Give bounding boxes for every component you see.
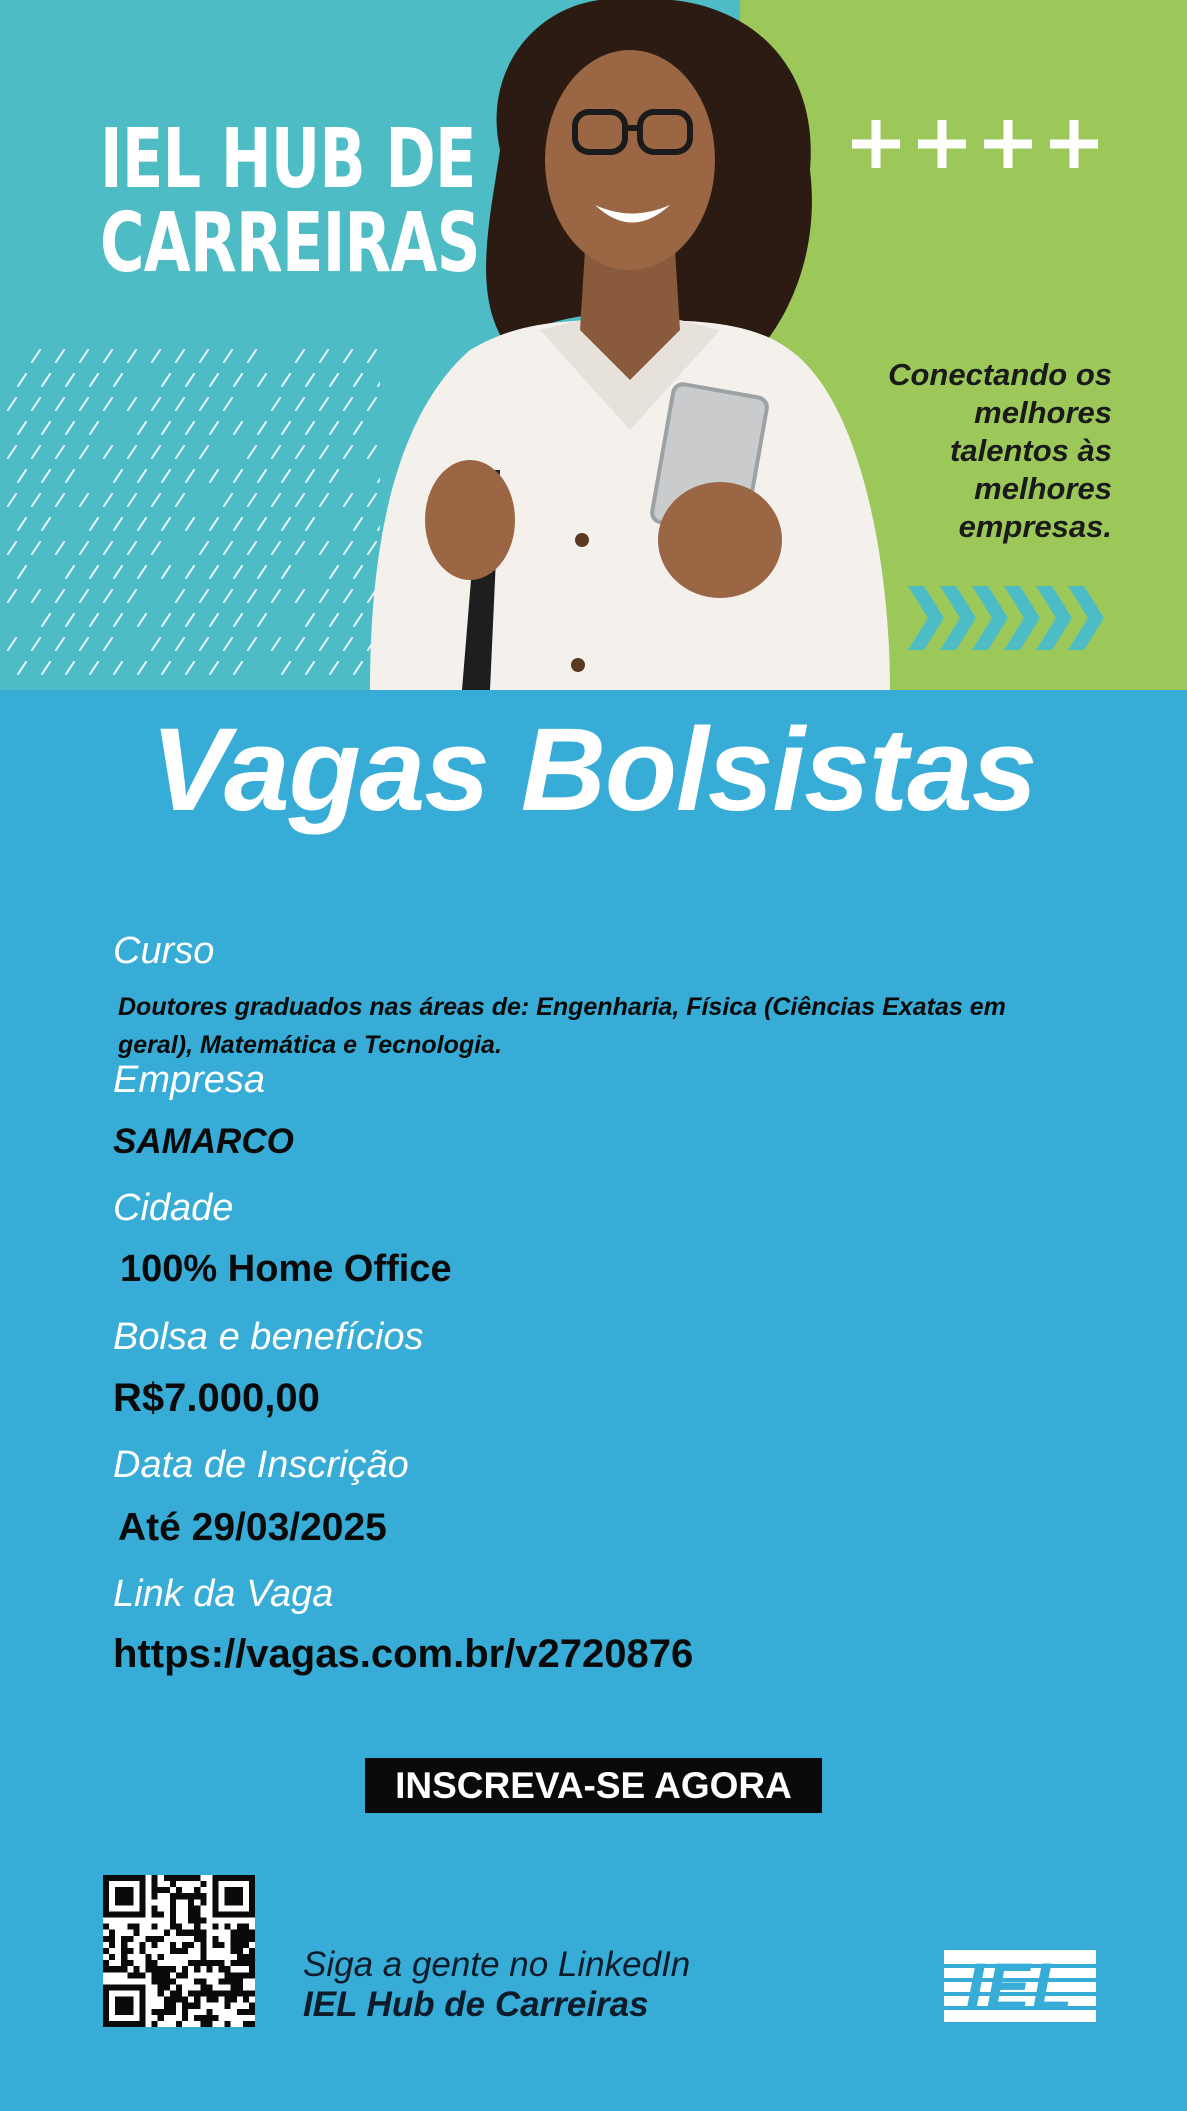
page-title: Vagas Bolsistas xyxy=(150,704,1037,836)
course-value: Doutores graduados nas áreas de: Engenharia, Física (Ciências Exatas em geral), Matemática e Tecnologia. xyxy=(118,993,1006,1059)
stipend-label: Bolsa e benefícios xyxy=(113,1316,424,1358)
qr-code-icon[interactable] xyxy=(103,1875,255,2027)
job-link[interactable]: https://vagas.com.br/v2720876 xyxy=(113,1632,694,1676)
diagonal-dash-pattern xyxy=(0,340,380,690)
logo-text: IEL xyxy=(965,1949,1075,2023)
city-label: Cidade xyxy=(113,1187,234,1229)
city-value: 100% Home Office xyxy=(120,1248,452,1290)
hero-banner xyxy=(0,0,1187,690)
woman-with-phone-image xyxy=(350,0,910,690)
tagline: Conectando os melhores talentos às melhores empresas. xyxy=(888,357,1112,544)
hero-title: IEL HUB DE CARREIRAS xyxy=(100,112,480,291)
apply-now-button[interactable]: INSCREVA-SE AGORA xyxy=(365,1758,822,1813)
deadline-value: Até 29/03/2025 xyxy=(118,1506,387,1549)
follow-line: Siga a gente no LinkedIn xyxy=(303,1945,691,1984)
company-value: SAMARCO xyxy=(113,1122,294,1161)
linkedin-page-name: IEL Hub de Carreiras xyxy=(303,1985,649,2024)
iel-logo-icon xyxy=(944,1950,1096,2022)
link-label: Link da Vaga xyxy=(113,1573,334,1615)
stipend-value: R$7.000,00 xyxy=(113,1376,320,1420)
company-label: Empresa xyxy=(113,1059,266,1101)
deadline-label: Data de Inscrição xyxy=(113,1444,409,1486)
chevron-arrows-icon xyxy=(908,582,1106,654)
course-label: Curso xyxy=(113,930,215,972)
linkedin-follow-text xyxy=(303,1945,690,2025)
